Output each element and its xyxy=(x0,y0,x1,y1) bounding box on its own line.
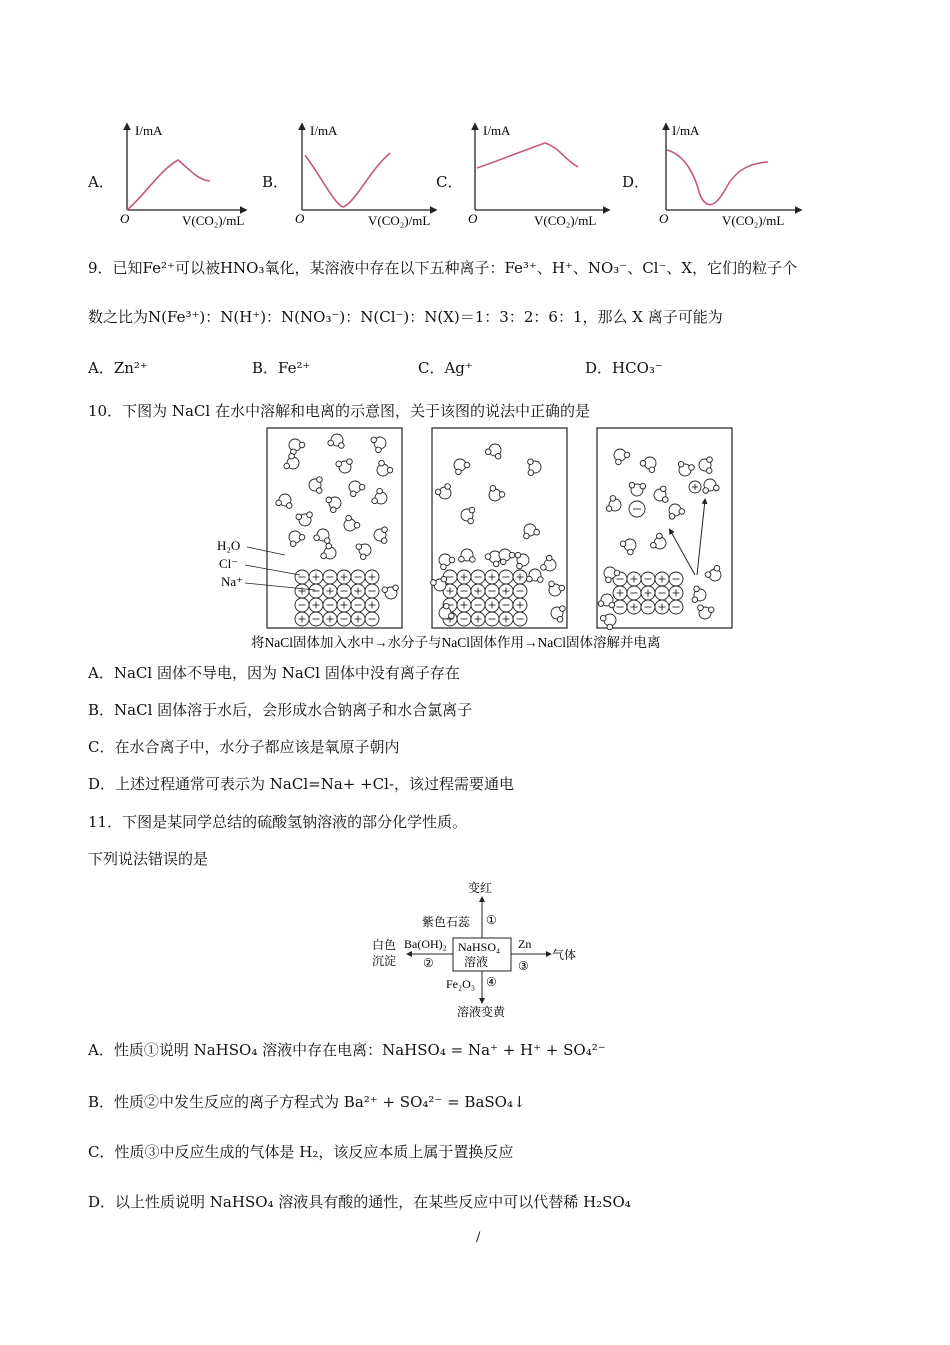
cl-ion xyxy=(471,598,485,612)
q9-stem-line2: 数之比为N(Fe³⁺)：N(H⁺)：N(NO₃⁻)：N(Cl⁻)：N(X)＝1：3：2：6：1，那么 X 离子可能为 xyxy=(88,308,723,326)
water-molecule xyxy=(356,544,371,560)
label-h2o: H₂O xyxy=(217,538,241,553)
num-4: ④ xyxy=(486,975,497,989)
water-molecule xyxy=(485,551,501,567)
cl-ion xyxy=(513,612,527,626)
q11-stem: 11．下图是某同学总结的硫酸氢钠溶液的部分化学性质。 xyxy=(88,813,468,831)
cl-ion xyxy=(513,584,527,598)
q11-option-b: B．性质②中发生反应的离子方程式为 Ba²⁺ + SO₄²⁻ = BaSO₄↓ xyxy=(88,1093,526,1111)
q8-ylabel-d: I/mA xyxy=(672,123,700,138)
q8-xlabel-a: V(CO₂)/mL xyxy=(182,213,245,228)
na-ion xyxy=(641,586,655,600)
cl-ion xyxy=(499,570,513,584)
water-molecule xyxy=(629,482,646,496)
na-ion xyxy=(627,600,641,614)
na-ion xyxy=(337,570,351,584)
q10-option-a: A．NaCl 固体不导电，因为 NaCl 固体中没有离子存在 xyxy=(88,664,460,682)
q11-option-a: A．性质①说明 NaHSO₄ 溶液中存在电离：NaHSO₄ = Na⁺ + H⁺ + SO₄²⁻ xyxy=(88,1041,606,1059)
na-ion xyxy=(323,584,337,598)
na-ion xyxy=(457,570,471,584)
cl-ion xyxy=(613,600,627,614)
water-molecule xyxy=(454,459,470,475)
q8-ylabel-b: I/mA xyxy=(310,123,338,138)
water-molecule xyxy=(435,484,451,499)
na-ion xyxy=(669,586,683,600)
water-molecule xyxy=(705,565,721,581)
cl-ion xyxy=(485,612,499,626)
q8-xlabel-b: V(CO₂)/mL xyxy=(368,213,431,228)
water-molecule xyxy=(336,459,352,473)
water-molecule xyxy=(692,586,706,602)
q9-stem-line1: 9．已知Fe²⁺可以被HNO₃氧化，某溶液中存在以下五种离子：Fe³⁺、H⁺、NO₃⁻、Cl⁻、X，它们的粒子个 xyxy=(88,259,798,277)
label-na: Na⁺ xyxy=(221,574,244,589)
q8-option-d-label: D． xyxy=(622,173,650,191)
water-molecule xyxy=(284,453,299,469)
na-ion xyxy=(499,584,513,598)
q8-xlabel-c: V(CO₂)/mL xyxy=(534,213,597,228)
water-molecule xyxy=(371,437,386,453)
na-ion xyxy=(513,570,527,584)
num-2: ② xyxy=(423,956,434,970)
q8-curve-d xyxy=(667,150,768,205)
cl-ion xyxy=(365,584,379,598)
water-molecule xyxy=(606,496,621,512)
water-molecule xyxy=(296,512,312,526)
q10-option-b: B．NaCl 固体溶于水后，会形成水合钠离子和水合氯离子 xyxy=(88,701,473,719)
water-molecule xyxy=(276,494,292,508)
q8-option-b-label: B． xyxy=(262,173,289,191)
num-3: ③ xyxy=(518,959,529,973)
water-molecule xyxy=(372,488,387,504)
q11-property-diagram xyxy=(360,878,600,1023)
water-molecule xyxy=(551,606,565,622)
water-molecule xyxy=(344,515,360,531)
q8-graph-c xyxy=(468,123,608,228)
cl-ion xyxy=(669,600,683,614)
q8-ylabel-a: I/mA xyxy=(135,123,163,138)
na-ion xyxy=(351,612,365,626)
num-1: ① xyxy=(486,913,497,927)
left-reagent: Ba(OH)₂ xyxy=(404,937,447,951)
label-cl: Cl⁻ xyxy=(219,556,239,571)
cl-ion xyxy=(337,584,351,598)
water-molecule xyxy=(515,552,529,568)
water-molecule xyxy=(541,555,556,571)
q8-xlabel-d: V(CO₂)/mL xyxy=(722,213,785,228)
na-ion xyxy=(471,584,485,598)
cl-ion xyxy=(655,586,669,600)
water-molecule xyxy=(374,527,387,544)
q9-option-a: A．Zn²⁺ xyxy=(88,359,148,377)
q8-option-c-label: C． xyxy=(436,173,463,191)
q8-graph-b xyxy=(295,123,435,228)
water-molecule xyxy=(614,449,630,465)
q8-origin-a: O xyxy=(120,211,130,226)
right-result: 气体 xyxy=(552,948,577,962)
water-molecule xyxy=(620,539,636,555)
water-molecule xyxy=(699,457,712,474)
bottom-reagent: Fe₂O₃ xyxy=(446,977,476,991)
water-molecule xyxy=(640,457,656,473)
water-molecule xyxy=(489,486,505,501)
cl-ion xyxy=(457,584,471,598)
na-ion xyxy=(689,481,701,493)
water-molecule xyxy=(289,531,305,547)
water-molecule xyxy=(314,529,330,543)
q11-stem2: 下列说法错误的是 xyxy=(88,850,209,868)
water-molecule xyxy=(499,549,515,565)
page-mark: / xyxy=(476,1230,481,1245)
cl-ion xyxy=(309,612,323,626)
na-ion xyxy=(323,612,337,626)
water-molecule xyxy=(328,434,344,448)
cl-ion xyxy=(351,598,365,612)
water-molecule xyxy=(289,439,305,455)
cl-ion xyxy=(365,612,379,626)
water-molecule xyxy=(326,497,341,513)
water-molecule xyxy=(431,576,447,591)
q10-nacl-diagram xyxy=(205,425,745,655)
cl-ion xyxy=(337,612,351,626)
water-molecule xyxy=(669,504,685,519)
water-molecule xyxy=(527,569,544,582)
center-label-1: NaHSO₄ xyxy=(458,940,501,954)
water-molecule xyxy=(485,444,501,459)
na-ion xyxy=(365,598,379,612)
q8-curve-c xyxy=(477,143,578,168)
na-ion xyxy=(471,612,485,626)
na-ion xyxy=(513,598,527,612)
na-ion xyxy=(655,600,669,614)
q8-graphs xyxy=(100,115,920,240)
cl-ion xyxy=(323,570,337,584)
water-molecule xyxy=(382,585,398,599)
cl-ion xyxy=(669,572,683,586)
water-molecule xyxy=(549,581,565,596)
water-molecule xyxy=(651,533,666,549)
cl-ion xyxy=(309,584,323,598)
q10-stem: 10．下图为 NaCl 在水中溶解和电离的示意图，关于该图的说法中正确的是 xyxy=(88,402,590,420)
q8-graph-d xyxy=(659,123,800,228)
nacl-caption: 将NaCl固体加入水中→水分子与NaCl固体作用→NaCl固体溶解并电离 xyxy=(251,635,661,650)
q11-option-d: D．以上性质说明 NaHSO₄ 溶液具有酸的通性，在某些反应中可以代替稀 H₂SO₄ xyxy=(88,1193,631,1211)
q8-option-a-label: A． xyxy=(88,173,114,191)
water-molecule xyxy=(598,594,614,608)
q9-option-c: C．Ag⁺ xyxy=(418,359,473,377)
q8-graph-a xyxy=(120,123,245,228)
water-molecule xyxy=(524,524,540,539)
water-molecule xyxy=(698,605,714,619)
q9-option-d: D．HCO₃⁻ xyxy=(585,359,663,377)
q8-origin-b: O xyxy=(295,211,305,226)
q8-curve-a xyxy=(127,160,210,210)
na-ion xyxy=(295,584,309,598)
cl-ion xyxy=(295,570,309,584)
water-molecule xyxy=(309,477,322,494)
water-molecule xyxy=(654,486,668,502)
left-result-2: 沉淀 xyxy=(372,954,397,968)
water-molecule xyxy=(321,543,336,559)
water-molecule xyxy=(377,460,393,476)
water-molecule xyxy=(439,554,455,570)
q9-option-b: B．Fe²⁺ xyxy=(252,359,311,377)
top-result: 变红 xyxy=(468,881,493,895)
cl-ion xyxy=(323,598,337,612)
q8-origin-c: O xyxy=(468,211,478,226)
q8-curve-b xyxy=(305,153,390,207)
cl-ion xyxy=(641,572,655,586)
cl-ion xyxy=(629,501,645,517)
na-ion xyxy=(613,586,627,600)
water-molecule xyxy=(461,507,475,523)
top-reagent: 紫色石蕊 xyxy=(422,915,471,929)
cl-ion xyxy=(641,600,655,614)
bottom-result: 溶液变黄 xyxy=(457,1005,506,1019)
q11-option-c: C．性质③中反应生成的气体是 H₂，该反应本质上属于置换反应 xyxy=(88,1143,514,1161)
cl-ion xyxy=(351,570,365,584)
na-ion xyxy=(655,572,669,586)
na-ion xyxy=(351,584,365,598)
left-result-1: 白色 xyxy=(372,938,397,952)
cl-ion xyxy=(499,598,513,612)
na-ion xyxy=(309,570,323,584)
na-ion xyxy=(499,612,513,626)
center-label-2: 溶液 xyxy=(464,955,489,969)
cl-ion xyxy=(471,570,485,584)
cl-ion xyxy=(457,612,471,626)
water-molecule xyxy=(528,459,541,476)
na-ion xyxy=(337,598,351,612)
water-molecule xyxy=(349,481,365,497)
right-reagent: Zn xyxy=(518,937,532,951)
na-ion xyxy=(295,612,309,626)
q10-option-c: C．在水合离子中，水分子都应该是氧原子朝内 xyxy=(88,738,400,756)
na-ion xyxy=(309,598,323,612)
q8-ylabel-c: I/mA xyxy=(483,123,511,138)
water-molecule xyxy=(459,549,476,562)
na-ion xyxy=(365,570,379,584)
cl-ion xyxy=(295,598,309,612)
q8-origin-d: O xyxy=(659,211,669,226)
na-ion xyxy=(485,598,499,612)
cl-ion xyxy=(627,586,641,600)
water-molecule xyxy=(703,479,719,493)
na-ion xyxy=(627,572,641,586)
q10-option-d: D．上述过程通常可表示为 NaCl=Na+ +Cl-，该过程需要通电 xyxy=(88,775,515,793)
cl-ion xyxy=(485,584,499,598)
na-ion xyxy=(485,570,499,584)
water-molecule xyxy=(678,461,694,476)
na-ion xyxy=(457,598,471,612)
